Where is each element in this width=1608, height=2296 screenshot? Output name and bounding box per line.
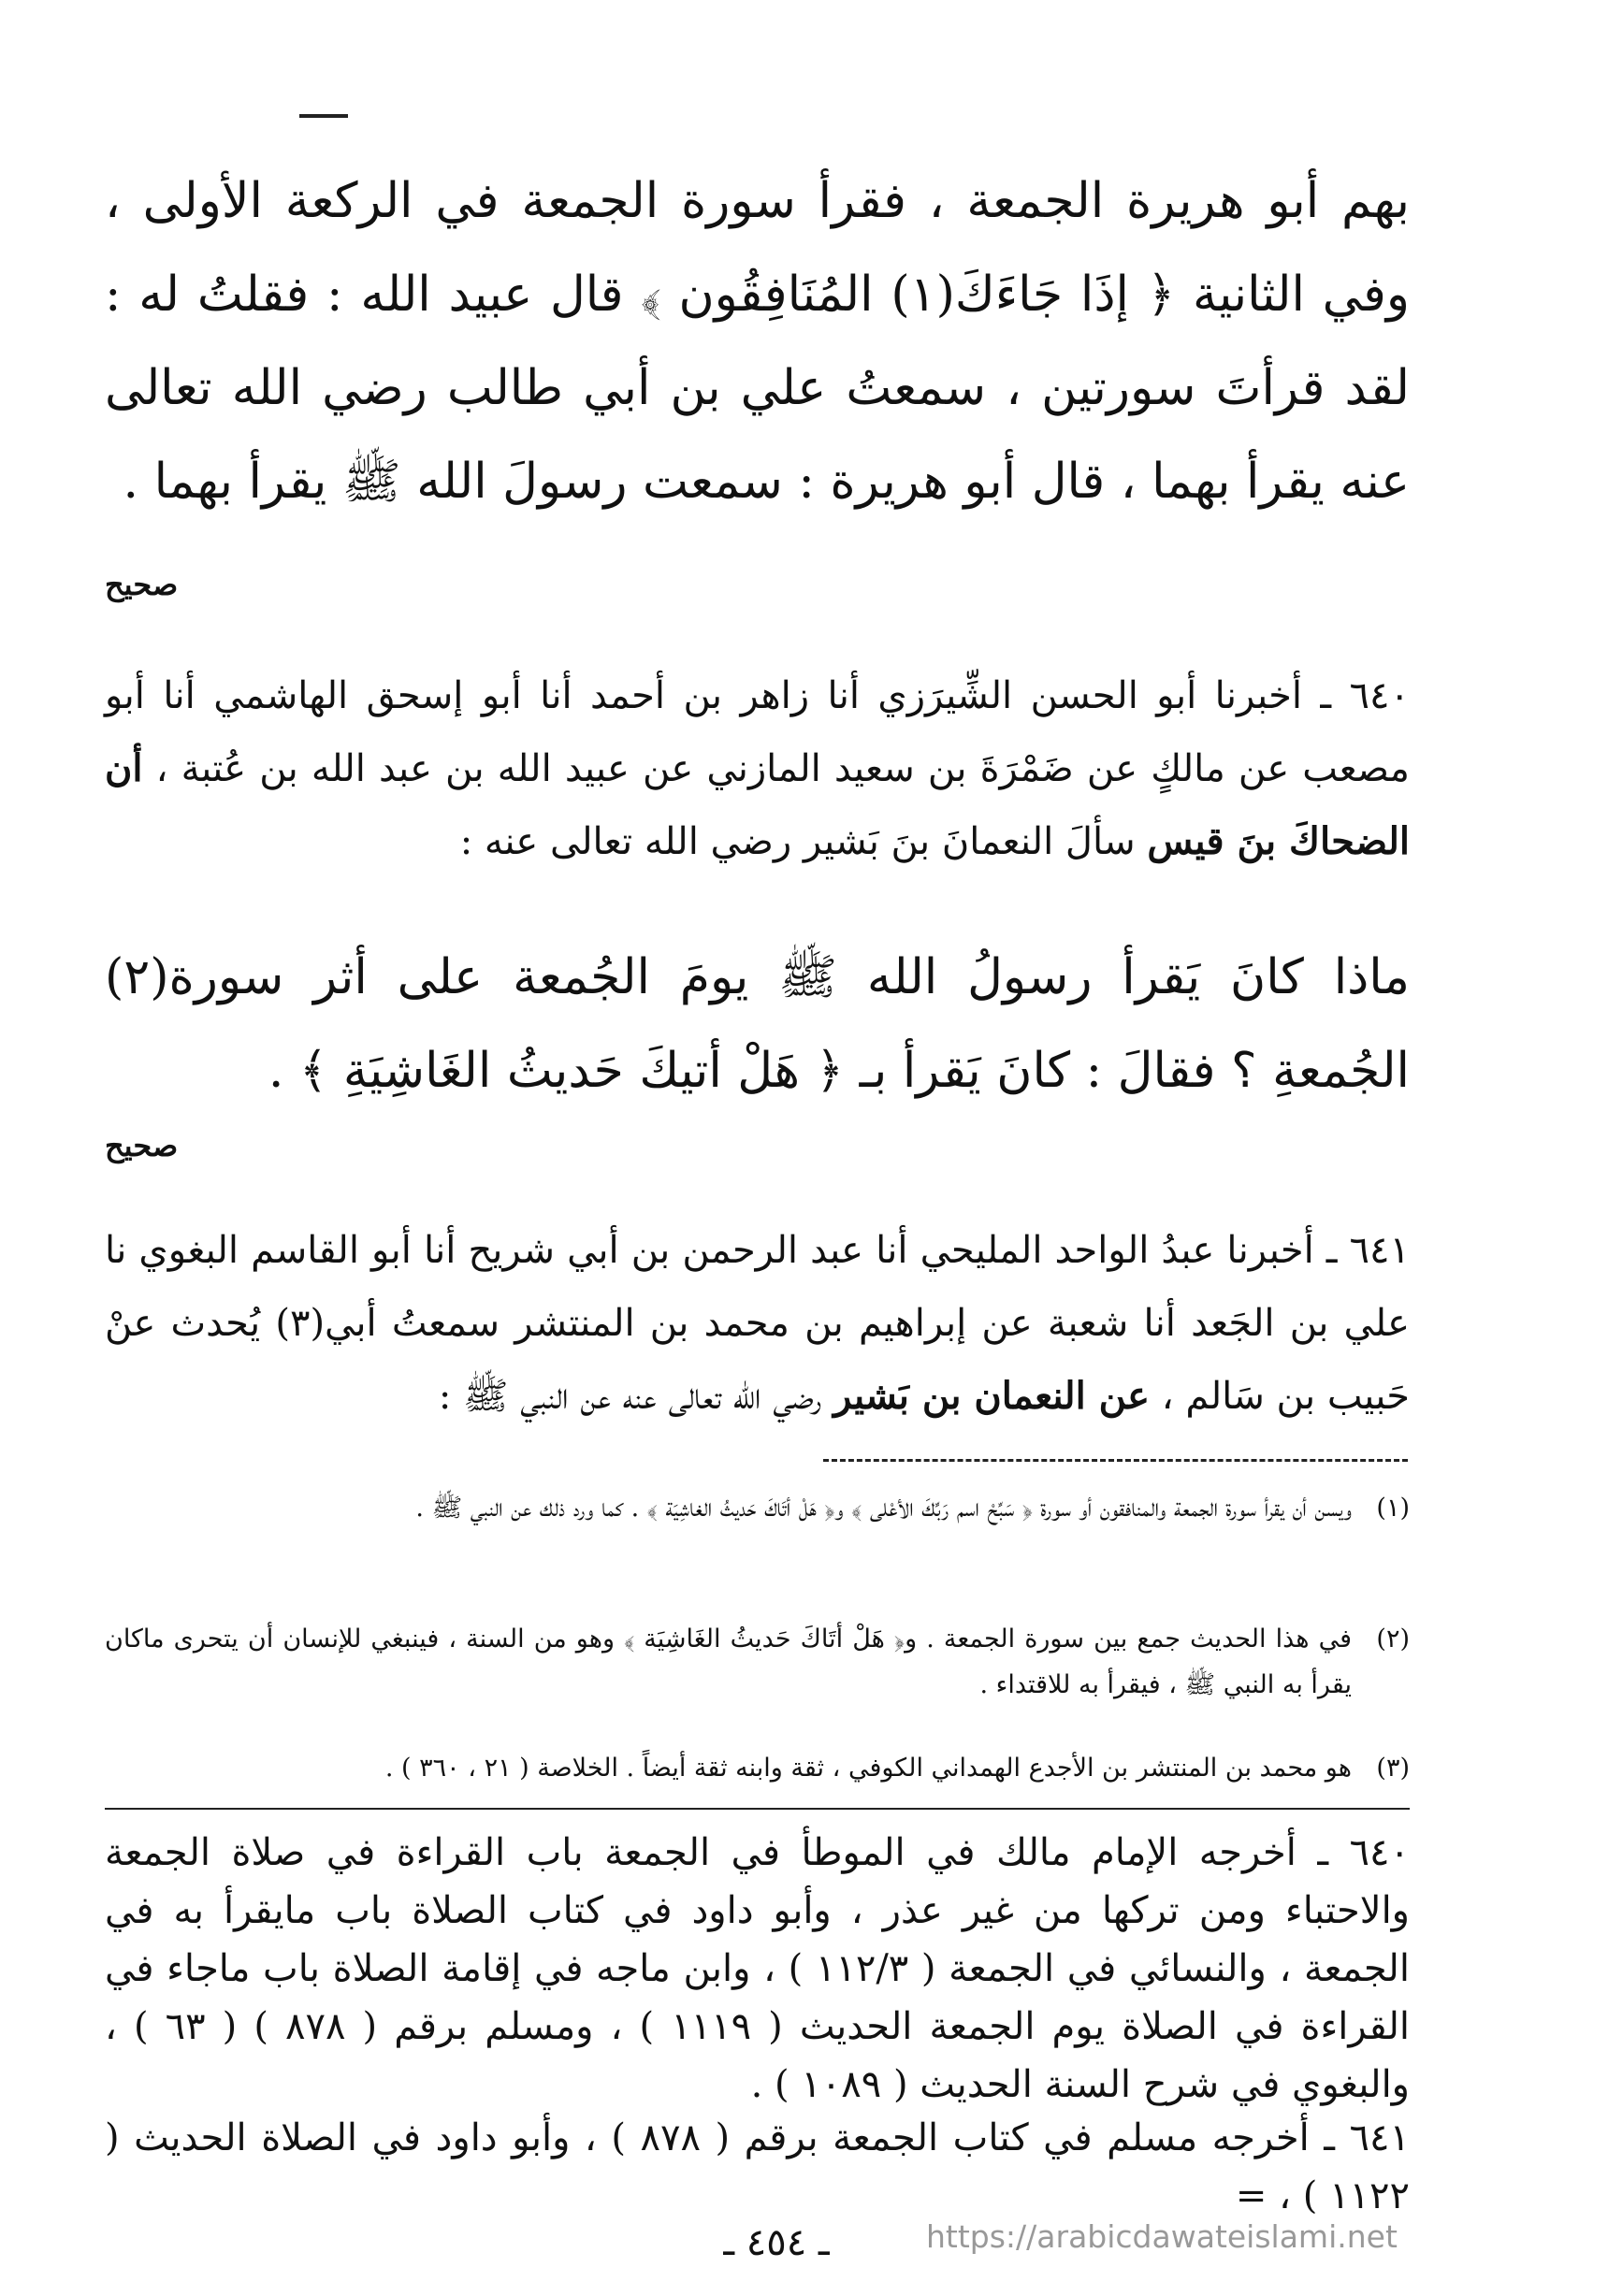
hadith-640-matn: ماذا كانَ يَقرأ رسولُ الله ﷺ يومَ الجُمعة على أثر سورة(٢) الجُمعةِ ؟ فقالَ : كانَ يَقرأ بـ ﴿ هَلْ أتيكَ حَديثُ الغَاشِيَةِ ﴾ . <box>105 949 1410 1099</box>
footnote-2 <box>105 1616 1410 1708</box>
hadith-641-text-end: رضي الله تعالى عنه عن النبي ﷺ : <box>438 1375 833 1418</box>
footnote-text: في هذا الحديث جمع بين سورة الجمعة . و﴿ هَلْ أتَاكَ حَديثُ الغَاشِيَة ﴾ وهو من السنة ، فينبغي للإنسان أن يتحرى ماكان يقرأ به النبي ﷺ ، فيقرأ به للاقتداء . <box>105 1625 1352 1699</box>
footnote-separator <box>823 1459 1408 1462</box>
hadith-640-isnad <box>105 659 1410 878</box>
top-mark <box>299 114 348 118</box>
footnote-text: هو محمد بن المنتشر بن الأجدع الهمداني الكوفي ، ثقة وابنه ثقة أيضاً . الخلاصة ( ٢١ ، ٣٦٠ ) . <box>384 1754 1352 1783</box>
grade-label: صحيح <box>105 567 179 602</box>
grade-label: صحيح <box>105 1128 179 1163</box>
hadith-640-text-end: سألَ النعمانَ بنَ بَشير رضي الله تعالى عنه : <box>459 820 1148 863</box>
footnote-number: (٢) <box>1376 1625 1410 1653</box>
footnote-text: ويسن أن يقرأ سورة الجمعة والمنافقون أو سورة ﴿ سَبِّحْ اسم رَبِّكَ الأعْلى ﴾ و﴿ هَلْ أتَاكَ حَديثُ الغاشِيَة ﴾ . كما ورد ذلك عن النبي ﷺ . <box>415 1494 1352 1523</box>
takhrij-641: ٦٤١ ـ أخرجه مسلم في كتاب الجمعة برقم ( ٨٧٨ ) ، وأبو داود في الصلاة الحديث ( ١١٢٢ ) ، = <box>105 2116 1410 2217</box>
page-number: ـ ٤٥٤ ـ <box>723 2221 830 2264</box>
takhrij-640: ٦٤٠ ـ أخرجه الإمام مالك في الموطأ في الجمعة باب القراءة في صلاة الجمعة والاحتباء ومن تركها من غير عذر ، وأبو داود في كتاب الصلاة باب مايقرأ به في الجمعة ، والنسائي في الجمعة ( ١١٢/٣ ) ، وابن ماجه في إقامة الصلاة باب ماجاء في القراءة في الصلاة يوم الجمعة الحديث ( ١١١٩ ) ، ومسلم برقم ( ٨٧٨ ) ( ٦٣ ) ، والبغوي في شرح السنة الحديث ( ١٠٨٩ ) . <box>105 1831 1410 2106</box>
hadith-641-isnad <box>105 1214 1410 1433</box>
footnote-3 <box>105 1745 1410 1791</box>
takhrij-separator <box>105 1808 1410 1810</box>
footnote-number: (١) <box>1376 1494 1410 1523</box>
footnote-number: (٣) <box>1376 1754 1410 1783</box>
hadith-641-text: ٦٤١ ـ أخبرنا عبدُ الواحد المليحي أنا عبد الرحمن بن أبي شريح أنا أبو القاسم البغوي نا علي بن الجَعد أنا شعبة عن إبراهيم بن محمد بن المنتشر سمعتُ أبي(٣) يُحدث عنْ حَبيب بن سَالم ، <box>105 1229 1410 1418</box>
footnote-1 <box>105 1485 1410 1531</box>
hadith-640-bold: أن الضحاكَ بنَ قيس <box>105 746 1410 863</box>
top-passage: بهم أبو هريرة الجمعة ، فقرأ سورة الجمعة في الركعة الأولى ، وفي الثانية ﴿ إذَا جَاءَكَ(١) المُنَافِقُون ﴾ قال عبيد الله : فقلتُ له : لقد قرأتَ سورتين ، سمعتُ علي بن أبي طالب رضي الله تعالى عنه يقرأ بهما ، قال أبو هريرة : سمعت رسولَ الله ﷺ يقرأ بهما . <box>105 173 1410 510</box>
watermark-url: https://arabicdawateislami.net <box>926 2218 1398 2255</box>
hadith-641-bold: عن النعمان بن بَشير <box>833 1374 1150 1418</box>
hadith-640-text: ٦٤٠ ـ أخبرنا أبو الحسن الشِّيرَزي أنا زاهر بن أحمد أنا أبو إسحق الهاشمي أنا أبو مصعب عن مالكٍ عن ضَمْرَةَ بن سعيد المازني عن عبيد الله بن عبد الله بن عُتبة ، <box>105 674 1410 790</box>
